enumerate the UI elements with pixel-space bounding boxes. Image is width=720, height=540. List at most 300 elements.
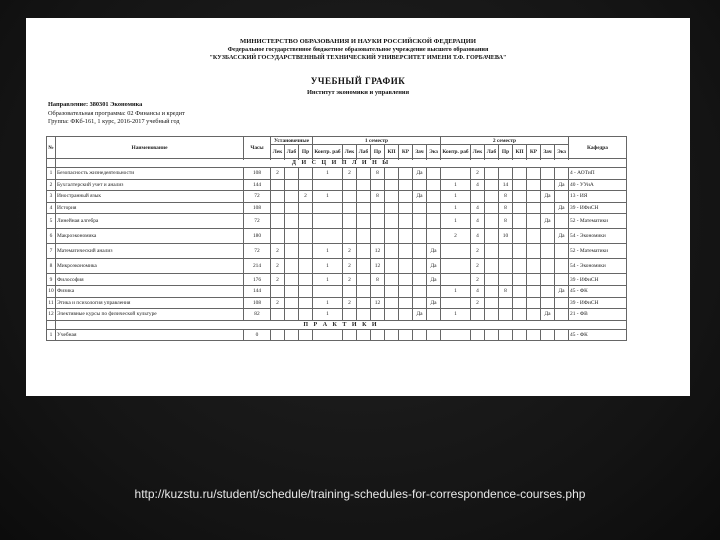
value-cell [485,259,499,274]
value-cell [555,329,569,341]
value-cell [541,168,555,180]
value-cell [357,229,371,244]
value-cell [427,179,441,191]
discipline-name: Бухгалтерский учет и анализ [56,179,244,191]
table-row [47,309,627,321]
value-cell [527,214,541,229]
value-cell [299,179,313,191]
hours-cell: 72 [244,244,271,259]
sem-subheader: Лаб [357,145,371,159]
table-row [47,297,627,309]
value-cell [441,274,471,286]
value-cell [385,329,399,341]
value-cell [527,202,541,214]
value-cell: Да [541,214,555,229]
value-cell: 2 [471,274,485,286]
department-cell: 4 - АОТиП [569,168,627,180]
value-cell [357,285,371,297]
value-cell [285,214,299,229]
value-cell: 2 [343,244,357,259]
value-cell [343,329,357,341]
value-cell: Да [413,168,427,180]
value-cell [385,285,399,297]
value-cell [499,259,513,274]
value-cell [513,259,527,274]
value-cell [471,191,485,203]
row-number: 3 [47,191,56,203]
value-cell [427,329,441,341]
value-cell [427,229,441,244]
value-cell [385,274,399,286]
value-cell: Да [427,259,441,274]
value-cell [285,285,299,297]
value-cell [399,202,413,214]
value-cell: 1 [441,179,471,191]
value-cell [313,179,343,191]
value-cell [299,244,313,259]
value-cell [541,259,555,274]
kontr-header: Контр. раб [441,145,471,159]
value-cell [527,274,541,286]
value-cell: 8 [371,274,385,286]
value-cell [413,329,427,341]
value-cell: 4 [471,179,485,191]
section-row [47,159,627,168]
value-cell: 1 [441,309,471,321]
value-cell [555,214,569,229]
value-cell [485,229,499,244]
value-cell: Да [427,244,441,259]
value-cell: Да [555,229,569,244]
value-cell [499,168,513,180]
sem-subheader: Пр [371,145,385,159]
value-cell: 4 [471,229,485,244]
value-cell [313,214,343,229]
value-cell [471,309,485,321]
value-cell [385,214,399,229]
value-cell [513,191,527,203]
row-number: 10 [47,285,56,297]
value-cell [513,297,527,309]
disciplines-section-title: Д И С Ц И П Л И Н Ы [56,159,627,168]
row-number: 8 [47,259,56,274]
value-cell [299,274,313,286]
value-cell [385,244,399,259]
value-cell [285,309,299,321]
sem-subheader: Лек [471,145,485,159]
value-cell [399,329,413,341]
value-cell [541,329,555,341]
value-cell: 12 [371,259,385,274]
value-cell [385,297,399,309]
discipline-name: Линейная алгебра [56,214,244,229]
row-number: 1 [47,329,56,341]
value-cell: 1 [313,168,343,180]
value-cell [555,309,569,321]
hours-cell: 144 [244,179,271,191]
value-cell: 12 [371,244,385,259]
value-cell: 1 [313,309,343,321]
value-cell [513,274,527,286]
value-cell: Да [555,285,569,297]
program-line: Образовательная программа: 02 Финансы и кредит [48,110,185,117]
value-cell [541,202,555,214]
value-cell [399,259,413,274]
value-cell [299,202,313,214]
table-row [47,244,627,259]
discipline-name: Макроэкономика [56,229,244,244]
value-cell: 2 [471,297,485,309]
hours-cell: 214 [244,259,271,274]
sem-subheader: Экз [427,145,441,159]
value-cell: 2 [271,168,285,180]
value-cell [485,309,499,321]
value-cell [271,202,285,214]
value-cell [413,229,427,244]
value-cell [385,179,399,191]
sem1-header: 1 семестр [313,137,441,145]
num-header: № [47,137,56,159]
value-cell [413,274,427,286]
value-cell [471,329,485,341]
value-cell [357,202,371,214]
discipline-name: Философия [56,274,244,286]
value-cell [555,168,569,180]
value-cell [371,309,385,321]
department-cell: 54 - Экономики [569,259,627,274]
value-cell [427,191,441,203]
department-cell: 39 - ИФиСН [569,297,627,309]
value-cell [555,244,569,259]
table-row [47,168,627,180]
install-header: Установочные [271,137,313,145]
value-cell [399,244,413,259]
value-cell [357,309,371,321]
value-cell: 10 [499,229,513,244]
value-cell [485,285,499,297]
table-row [47,229,627,244]
value-cell [527,297,541,309]
value-cell: 2 [343,168,357,180]
value-cell: 2 [343,274,357,286]
value-cell [413,202,427,214]
value-cell [385,168,399,180]
row-number: 7 [47,244,56,259]
section-blank [47,320,56,329]
value-cell [441,329,471,341]
value-cell [271,329,285,341]
department-cell: 40 - УУиА [569,179,627,191]
value-cell [499,274,513,286]
table-row [47,329,627,341]
hours-header: Часы [244,137,271,159]
value-cell [399,309,413,321]
department-cell: 39 - ИФиСН [569,274,627,286]
value-cell [343,229,357,244]
discipline-name: Иностранный язык [56,191,244,203]
hours-cell: 72 [244,214,271,229]
discipline-name: Этика и психология управления [56,297,244,309]
value-cell [413,214,427,229]
value-cell [513,179,527,191]
value-cell [513,214,527,229]
value-cell [399,191,413,203]
direction-line: Направление: 380301 Экономика [48,101,143,108]
value-cell [271,191,285,203]
value-cell [285,329,299,341]
ministry-heading: МИНИСТЕРСТВО ОБРАЗОВАНИЯ И НАУКИ РОССИЙСКОЙ ФЕДЕРАЦИИ [240,38,476,45]
value-cell [485,329,499,341]
install-subheader: Пр [299,145,313,159]
value-cell [271,285,285,297]
discipline-name: Элективные курсы по физической культуре [56,309,244,321]
value-cell [371,285,385,297]
value-cell [513,202,527,214]
value-cell [427,285,441,297]
value-cell: 1 [313,274,343,286]
schedule-table [46,136,627,341]
value-cell: 2 [343,259,357,274]
row-number: 1 [47,168,56,180]
table-row [47,285,627,297]
value-cell [357,297,371,309]
value-cell: Да [541,191,555,203]
value-cell [399,285,413,297]
sem2-header: 2 семестр [441,137,569,145]
row-number: 6 [47,229,56,244]
value-cell [527,179,541,191]
department-cell: 21 - ФВ [569,309,627,321]
value-cell [385,202,399,214]
value-cell [371,229,385,244]
value-cell [271,229,285,244]
value-cell [485,168,499,180]
table-row [47,202,627,214]
discipline-name: Безопасность жизнедеятельности [56,168,244,180]
hours-cell: 72 [244,191,271,203]
institute-heading: Институт экономики и управления [306,89,410,96]
value-cell [385,229,399,244]
department-cell: 13 - ИЯ [569,191,627,203]
value-cell [527,309,541,321]
value-cell [541,297,555,309]
value-cell: 4 [471,285,485,297]
discipline-name: Микроэкономика [56,259,244,274]
value-cell [513,244,527,259]
value-cell [357,179,371,191]
value-cell [299,285,313,297]
value-cell [527,168,541,180]
value-cell [541,274,555,286]
value-cell: 1 [441,285,471,297]
value-cell: Да [413,309,427,321]
value-cell [485,297,499,309]
value-cell [441,168,471,180]
value-cell: 2 [471,244,485,259]
hours-cell: 144 [244,285,271,297]
value-cell [299,168,313,180]
value-cell [485,244,499,259]
value-cell [427,202,441,214]
value-cell: 1 [313,191,343,203]
value-cell [485,179,499,191]
table-row [47,274,627,286]
value-cell [371,202,385,214]
value-cell [313,229,343,244]
install-subheader: Лек [271,145,285,159]
value-cell [385,259,399,274]
section-row [47,320,627,329]
value-cell [371,329,385,341]
value-cell [299,214,313,229]
value-cell [527,285,541,297]
value-cell [527,244,541,259]
hours-cell: 108 [244,297,271,309]
value-cell: Да [427,274,441,286]
value-cell: 2 [471,168,485,180]
table-row [47,191,627,203]
value-cell: 2 [271,274,285,286]
practice-name: Учебная [56,329,244,341]
value-cell [541,179,555,191]
sem-subheader: Зач [413,145,427,159]
value-cell [555,259,569,274]
value-cell [285,259,299,274]
hours-cell: 108 [244,202,271,214]
value-cell: 2 [271,259,285,274]
value-cell [399,179,413,191]
value-cell [343,191,357,203]
value-cell [441,244,471,259]
value-cell [313,329,343,341]
value-cell [285,168,299,180]
value-cell: Да [427,297,441,309]
value-cell [285,274,299,286]
value-cell [385,309,399,321]
value-cell [371,214,385,229]
value-cell [527,329,541,341]
value-cell: 8 [371,191,385,203]
hours-cell: 180 [244,229,271,244]
row-number: 9 [47,274,56,286]
value-cell: 8 [499,285,513,297]
sem-subheader: КР [399,145,413,159]
value-cell: 2 [343,297,357,309]
value-cell: 8 [371,168,385,180]
value-cell [413,259,427,274]
value-cell: Да [541,309,555,321]
value-cell [413,297,427,309]
value-cell [441,297,471,309]
value-cell [299,329,313,341]
value-cell: 2 [271,244,285,259]
value-cell: 1 [441,202,471,214]
name-header: Наименование [56,137,244,159]
value-cell: 1 [313,244,343,259]
value-cell [285,179,299,191]
value-cell [499,309,513,321]
value-cell [427,168,441,180]
value-cell [555,274,569,286]
department-cell: 52 - Математики [569,244,627,259]
value-cell [357,259,371,274]
value-cell: 4 [471,214,485,229]
table-row [47,179,627,191]
discipline-name: Физика [56,285,244,297]
value-cell [399,297,413,309]
value-cell: Да [413,191,427,203]
value-cell: 8 [499,202,513,214]
department-cell: 45 - ФК [569,285,627,297]
value-cell [541,244,555,259]
department-cell: 39 - ИФиСН [569,202,627,214]
value-cell [299,259,313,274]
value-cell [485,191,499,203]
row-number: 11 [47,297,56,309]
value-cell: 1 [313,297,343,309]
value-cell [357,191,371,203]
group-line: Группа: ФКб-161, 1 курс, 2016-2017 учебный год [48,118,180,125]
value-cell [555,297,569,309]
value-cell [485,214,499,229]
value-cell [343,285,357,297]
value-cell [485,202,499,214]
value-cell [513,285,527,297]
value-cell [271,214,285,229]
value-cell [343,202,357,214]
value-cell [441,259,471,274]
value-cell [271,309,285,321]
value-cell [371,179,385,191]
department-cell: 52 - Математики [569,214,627,229]
header-row [47,137,627,145]
value-cell: 2 [299,191,313,203]
value-cell: 8 [499,214,513,229]
value-cell [541,229,555,244]
value-cell [399,229,413,244]
sem-subheader: Зач [541,145,555,159]
value-cell: 2 [441,229,471,244]
practices-section-title: П Р А К Т И К И [56,320,627,329]
value-cell: Да [555,179,569,191]
row-number: 2 [47,179,56,191]
table-row [47,259,627,274]
value-cell [343,214,357,229]
value-cell [285,229,299,244]
value-cell [513,329,527,341]
value-cell [285,191,299,203]
institution-heading: Федеральное государственное бюджетное образовательное учреждение высшего образования [227,46,489,53]
kontr-header: Контр. раб [313,145,343,159]
value-cell [299,309,313,321]
sem-subheader: Лек [343,145,357,159]
value-cell: 1 [441,214,471,229]
value-cell [357,244,371,259]
value-cell [527,229,541,244]
sem-subheader: Экз [555,145,569,159]
hours-cell: 82 [244,309,271,321]
sem-subheader: КР [527,145,541,159]
hours-cell: 176 [244,274,271,286]
value-cell [357,329,371,341]
value-cell [313,202,343,214]
install-subheader: Лаб [285,145,299,159]
schedule-document [26,18,690,396]
value-cell [285,244,299,259]
value-cell: 2 [271,297,285,309]
value-cell [357,168,371,180]
value-cell [399,168,413,180]
